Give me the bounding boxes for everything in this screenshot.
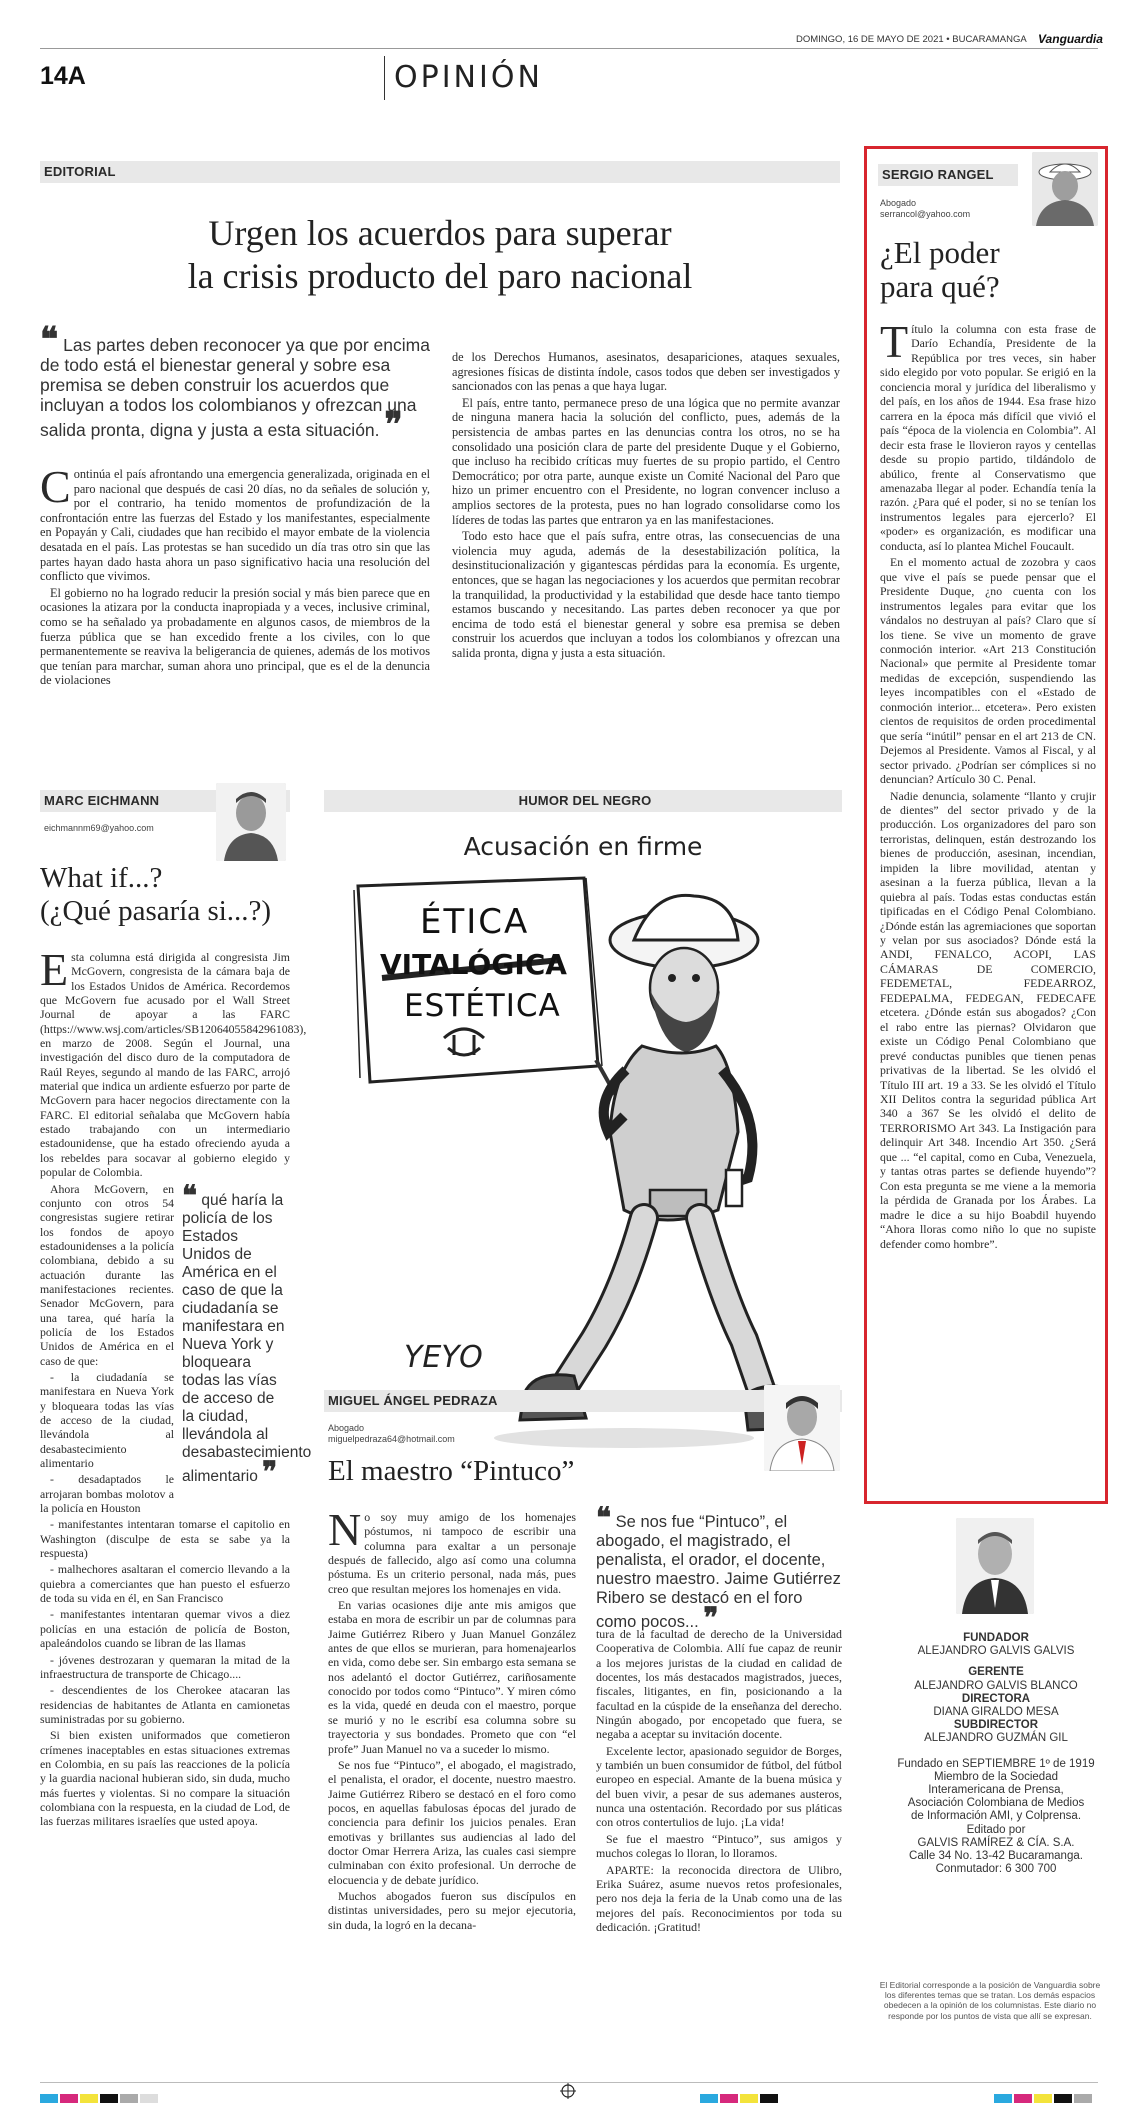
pedraza-paragraph: Excelente lector, apasionado seguidor de Borges, y también un buen consumidor de fútbol, del fútbol europeo en especial. Amante de la buena música y del buen vivir, a pesar de sus ademanes austeros, nunca una ostentación. Recordado por sus pláticas con otros contertulios de lujo. ¡La vida! — [596, 1743, 842, 1830]
open-quote-icon: ❝ — [182, 1178, 198, 1212]
eichmann-title — [40, 862, 300, 928]
registration-mark-icon — [560, 2083, 576, 2099]
editorial-paragraph: de los Derechos Humanos, asesinatos, desapariciones, ataques sexuales, agresiones físicas de distinta índole, casos todos que deben ser investigados y sancionados con las penas a que haya lugar. — [452, 350, 840, 394]
rangel-role: Abogado — [880, 198, 917, 208]
magenta-swatch — [1014, 2094, 1032, 2103]
eichmann-list-item: - la ciudadanía se manifestara en Nueva York y bloqueara todas las vías de acceso de la ciudad, llevándola al desabastecimiento alimentario — [40, 1369, 174, 1471]
black-swatch — [1054, 2094, 1072, 2103]
close-quote-icon: ❞ — [703, 1601, 719, 1634]
editorial-paragraph: Todo esto hace que el país sufra, entre otras, las consecuencias de una violencia muy aguda, además de la desestabilización política, la desinstitucionalización y gigantescas pérdidas para la economía. Es urgente, entonces, que se hagan las negociaciones y los acuerdos que permitan recobrar la tranquilidad, la productividad y la estabilidad que desde hace tanto tiempo estamos buscando y necesitando. Las partes deben reconocer ya que por encima de todo está el bienestar general y sobre esa premisa se deben construir los acuerdos que incluyan a todos los colombianos y ofrezcan una salida pronta, digna y justa a esta situación. — [452, 529, 840, 660]
eichmann-list-item: - manifestantes intentaran quemar vivos a diez policías en una estación de policía de Boston, apaleándolos cuando se libran de las llamas — [40, 1607, 290, 1651]
eichmann-list-item: - jóvenes destrozaran y quemaran la mitad de la infraestructura de transporte de Chicago.... — [40, 1652, 290, 1681]
cyan-swatch — [700, 2094, 718, 2103]
rangel-title-line1: ¿El poder — [880, 235, 1000, 270]
magenta-swatch — [720, 2094, 738, 2103]
pedraza-paragraph: tura de la facultad de derecho de la Universidad Cooperativa de Colombia. Allí fue capaz de reunir a los mejores juristas de la ciudad en calidad de docentes, los más destacados magistrados, jueces, fiscales, litigantes, en fin, posicionando a la facultad en la cúspide de la enseñanza del derecho. Ningún abogado, por encopetado que fuera, se negaba a aceptar su invitación docente. — [596, 1627, 842, 1742]
manager-label: GERENTE — [968, 1666, 1024, 1679]
section-divider — [384, 56, 385, 100]
pedraza-paragraph: APARTE: la reconocida directora de Ulibro, Erika Suárez, asume nuevos retos profesionales, pero nos deja la feria de la Unab como una de las mejores del país. Reconocimientos por toda su dedicación. ¡Gratitud! — [596, 1862, 842, 1934]
editorial-pullquote — [40, 320, 430, 445]
director-name: DIANA GIRALDO MESA — [933, 1706, 1059, 1719]
pedraza-paragraph: Muchos abogados fueron sus discípulos en distintas universidades, pero su mejor ejecutoria, sin duda, la logró en la decana- — [328, 1888, 576, 1932]
rangel-paragraph: ítulo la columna con esta frase de Darío Echandía, Presidente de la República por tres veces, sin haber sido elegido por voto popular. Se erigió en la conciencia moral y jurídica del liberalismo y del país, en los años de 1944. Esa frase hizo carrera en la época más difícil que vivió el país “época de la violencia en Colombia”. Al decir esta frase le llovieron rayos y centellas desde su propio partido, tildándolo de abúlico, frente al Conservatismo que amenazaba llegar al poder. Echandía tenía la razón. ¿Para qué el poder, si no se tenían los instrumentos legales para ejercerlo? El «poder» es organización, es modificar una conducta, así lo plantea Michel Foucault. — [880, 322, 1096, 553]
rangel-tag: SERGIO RANGEL — [882, 167, 994, 182]
humor-title: Acusación en firme — [463, 832, 703, 861]
pedraza-paragraph: Se nos fue “Pintuco”, el abogado, el magistrado, el penalista, el orador, el docente, nuestro maestro. Jaime Gutiérrez Ribero se destacó en el foro como pocos, en aquellas fabulosas épocas del jurado de conciencia para definir los juicios penales. Eran emotivas y brillantes sus audiencias al lado del doctor Omar Herrera Ariza, las cuales casi siempre culminaban con éxito profesional. Un derroche de elocuencia y de debate jurídico. — [328, 1757, 576, 1887]
pedraza-paragraph: o soy muy amigo de los homenajes póstumos, ni tampoco de escribir una columna para exaltar a un personaje después de fallecido, algo así como una columna póstuma. Es un criterio personal, nada más, pues creo que resultan mejores los homenajes en vida. — [328, 1510, 576, 1596]
eichmann-title-line2: (¿Qué pasaría si...?) — [40, 895, 272, 927]
masthead — [880, 1632, 1112, 1876]
eichmann-paragraph: Si bien existen uniformados que cometieron crímenes inaceptables en estas situaciones extremas en Colombia, en su país las reacciones de la policía y la guardia nacional hubieran sido, sin duda, mucho más fuertes y violentas. Si no compare la situación colombiana con la respuesta, en la ciudad de Lod, de las fuerzas militares israelíes que usted apoya. — [40, 1728, 290, 1829]
print-color-bar-center — [700, 2088, 780, 2107]
member-line: Miembro de la Sociedad — [933, 1770, 1058, 1783]
editorial-tag: EDITORIAL — [44, 164, 116, 179]
bottom-rule — [40, 2082, 1098, 2083]
magenta-swatch — [60, 2094, 78, 2103]
eichmann-body — [40, 944, 312, 1831]
eichmann-list-item: - desadaptados le arrojaran bombas molotov a la policía en Houston — [40, 1472, 174, 1516]
cyan-swatch — [994, 2094, 1012, 2103]
editorial-col2 — [452, 350, 840, 662]
section-title: OPINIÓN — [394, 60, 543, 95]
address-line: Calle 34 No. 13-42 Bucaramanga. — [909, 1850, 1083, 1863]
eichmann-paragraph: sta columna está dirigida al congresista Jim McGovern, congresista de la cámara baja de los Estados Unidos de América. Recordemos que McGovern fue acusado por el Wall Street Journal de apoyar a las FARC (https://www.wsj.com/articles/SB12064055842961083), en marzo de 2008. Según el Journal, una investigación del disco duro de la computadora de Raúl Reyes, segundo al mando de las FARC, arrojó material que indica un ardiente esfuerzo por parte de McGovern para hacer negocios directamente con la FARC. El editorial señalaba que McGovern había estado trabajando con un intermediario estadounidense, que ha estado ofreciendo ayuda a los rebeldes para socavar al gobierno elegido y popular de Colombia. — [40, 950, 307, 1180]
phone-line: Conmutador: 6 300 700 — [935, 1863, 1057, 1876]
member-line: de Información AMI, y Colprensa. — [910, 1810, 1082, 1823]
editorial-tag-bar — [40, 161, 840, 183]
rangel-paragraph: En el momento actual de zozobra y caos que vive el país se puede pensar que el Presidente Duque, ¿no cuenta con los instrumentos legales para evitar que los vándalos no destruyan al país? Claro que sí los tiene. Se vive un momento de grave conmoción interior. «Art 213 Constitución Nacional» que permite al Presidente tomar medidas de excepción, suspendiendo las leyes incompatibles con el «Estado de conmoción interior... etcetera». Pero existen cientos de requisitos de orden procedimental que sería “inútil” pensar en el art 213 de CN. Dejemos al Presidente. Vamos al Fiscal, y al sector privado. ¿Podrían ser cómplices si no denuncian? Artículo 30 C. Penal. — [880, 555, 1096, 787]
rangel-email: serrancol@yahoo.com — [880, 209, 971, 219]
rangel-tag-bar — [878, 164, 1018, 186]
sign-line-vitalogica: VITALÓGICA — [380, 948, 567, 981]
yellow-swatch — [80, 2094, 98, 2103]
portrait-icon — [956, 1518, 1034, 1614]
founder-label: FUNDADOR — [963, 1632, 1029, 1644]
date-line: DOMINGO, 16 DE MAYO DE 2021 • BUCARAMANGA — [796, 34, 1027, 45]
eichmann-email: eichmannm69@yahoo.com — [44, 823, 154, 833]
rangel-paragraph: Nadie denuncia, solamente “llanto y crujir de dientes” del sector privado y de la producción. Los organizadores del paro son terroristas, delinquen, están destrozando los bienes de producción, asesinan, incendian, impiden la libre movilidad, atentan y asesinan a la fuerza pública, llevan a la quiebra al país. Todas estas conductas están tipificadas en el Código Penal Colombiano. ¿Dónde están las agremiaciones que soportan y velan por sus asociados? Dónde está la ANDI, FENALCO, ACOPI, LAS CÁMARAS DE COMERCIO, FEDEMETAL, FEDEARROZ, FEDEPALMA, FEDEGAN, FEDECAFE etcetera. ¿Dónde están sus abogados? ¿Con el rabo entre las piernas? Olvidaron que existe un Código Penal Colombiano que prevé conductas punibles que tienen penas privativas de la libertad. Se les olvidó el Título III art. 19 a 33. Se les olvidó el Título XII Delitos contra la seguridad pública Art 340 a 367 Se les olvidó el delito de TERRORISMO Art 343. La Instigación para delinquir Art 348. Incendio Art 350. ¿Será que ... “el capital, como en Cuba, Venezuela, y tantas otras partes se defiende huyendo”? Con esta pregunta se me viene a la memoria la pérdida de Granada por los Árabes. La madre le dice a su hijo Boabdil huyendo “Ahora lloras como niño lo que no supiste defender como hombre”. — [880, 788, 1096, 1251]
rangel-photo — [1032, 152, 1098, 226]
brand-name: Vanguardia — [1038, 32, 1103, 46]
gray-swatch — [140, 2094, 158, 2103]
eichmann-list-item: - descendientes de los Cherokee atacaran las residencias de habitantes de Atlanta en camionetas suministradas por su gobierno. — [40, 1683, 290, 1726]
rangel-title — [880, 236, 1096, 304]
close-quote-icon: ❞ — [262, 1454, 278, 1488]
manager-name: ALEJANDRO GALVIS BLANCO — [914, 1679, 1078, 1692]
subdirector-name: ALEJANDRO GUZMÁN GIL — [924, 1732, 1068, 1745]
pedraza-email: miguelpedraza64@hotmail.com — [328, 1434, 455, 1444]
pedraza-dropcap: N — [328, 1504, 362, 1555]
gray-swatch — [1074, 2094, 1092, 2103]
header-rule — [40, 48, 1098, 49]
humor-tag-bar — [324, 790, 842, 812]
pedraza-role: Abogado — [328, 1423, 365, 1433]
editorial-paragraph: ontinúa el país afrontando una emergencia generalizada, originada en el paro nacional que después de casi 20 días, no da señales de solución y, por el contrario, ha tenido momentos de profundización de la confrontación entre las fuerzas del Estado y los manifestantes, especialmente en Popayán y Cali, ciudades que han recibido el mayor embate de la violencia desatada en el país. Las protestas se han sucedido un día tras otro sin que las partes hayan dado hasta ahora un paso significativo hacia una resolución del conflicto que vivimos. — [40, 467, 430, 584]
pedraza-photo — [764, 1385, 840, 1471]
portrait-icon — [216, 783, 286, 861]
open-quote-icon: ❝ — [40, 320, 59, 360]
print-color-bar-left — [40, 2088, 160, 2107]
cyan-swatch — [40, 2094, 58, 2103]
eichmann-dropcap: E — [40, 944, 69, 995]
eichmann-quote-text: qué haría la policía de los Estados Unidos de América en el caso de que la ciudadanía se manifestara en Nueva York y bloqueara todas las vías de acceso de la ciudad, llevándola al desabastecimiento alimentario — [182, 1191, 312, 1485]
eichmann-list-item: - manifestantes intentaran tomarse el capitolio en Washington (disculpe de esta se sabe ya la respuesta) — [40, 1517, 290, 1561]
portrait-icon — [764, 1385, 840, 1471]
open-quote-icon: ❝ — [596, 1501, 612, 1534]
subdirector-label: SUBDIRECTOR — [953, 1719, 1039, 1732]
print-color-bar-right — [994, 2088, 1094, 2107]
editorial-quote-text: Las partes deben reconocer ya que por encima de todo está el bienestar general y sobre esa premisa se deben construir los acuerdos que incluyan a todos los colombianos y ofrezcan una salida pronta, digna y justa a esta situación. — [40, 335, 430, 440]
edited-line: Editado por — [966, 1823, 1026, 1836]
editorial-col1 — [40, 461, 430, 690]
pedraza-paragraph: Se fue el maestro “Pintuco”, sus amigos y muchos colegas lo lloran, lo lloramos. — [596, 1831, 842, 1861]
rangel-title-line2: para qué? — [880, 269, 1000, 304]
director-label: DIRECTORA — [961, 1692, 1031, 1705]
sign-line-etica: ÉTICA — [420, 902, 530, 942]
editorial-title — [40, 212, 840, 298]
yellow-swatch — [1034, 2094, 1052, 2103]
black-swatch — [100, 2094, 118, 2103]
eichmann-paragraph: Ahora McGovern, en conjunto con otros 54 congresistas sugiere retirar los fondos de apoyo estadounidenses a la policía colombiana, debido a su actuación durante las manifestaciones recientes. Senador McGovern, para una tarea, qué haría la policía de los Estados Unidos de América en el caso de que: — [40, 1181, 174, 1368]
eichmann-tag: MARC EICHMANN — [44, 793, 160, 808]
member-line: Interamericana de Prensa, — [928, 1784, 1064, 1797]
founder-photo — [956, 1518, 1034, 1614]
black-swatch — [760, 2094, 778, 2103]
page-number: 14A — [40, 62, 86, 90]
editorial-title-line1: Urgen los acuerdos para superar — [208, 213, 672, 253]
pedraza-quote-text: Se nos fue “Pintuco”, el abogado, el magistrado, el penalista, el orador, el docente, nuestro maestro. Jaime Gutiérrez Ribero se destacó en el foro como pocos... — [596, 1513, 841, 1631]
editorial-paragraph: El gobierno no ha logrado reducir la presión social y más bien parece que en ocasiones la atizara por la conducta inapropiada y a veces, inclusive criminal, como se ha señalado ya probadamente en algunos casos, de miembros de la fuerza pública que se han excedido frente a los civiles, con lo que permanentemente se reaviva la beligerancia de quienes, además de los motivos que tenían para marchar, suman ahora uno principal, que es el de la denuncia de violaciones — [40, 585, 430, 688]
pedraza-col1 — [328, 1504, 576, 1934]
rangel-body — [880, 316, 1096, 1253]
portrait-icon — [1032, 152, 1098, 226]
eichmann-title-line1: What if...? — [40, 862, 163, 894]
pedraza-col2 — [596, 1627, 842, 1936]
eichmann-list-item: - malhechores asaltaran el comercio llevando a la quiebra a comerciantes que han puesto el esfuerzo de toda su vida en él, en San Francisco — [40, 1562, 290, 1606]
founder-name: ALEJANDRO GALVIS GALVIS — [917, 1645, 1075, 1658]
publisher-line: GALVIS RAMÍREZ & CÍA. S.A. — [917, 1836, 1075, 1849]
pedraza-paragraph: En varias ocasiones dije ante mis amigos que estaba en mora de escribir un par de columnas para Jaime Gutiérrez Ribero y Juan Manuel González antes de que ellos se murieran, para homenajearlos en vida, como debe ser. Sin embargo esta semana se nos adelantó el doctor Gutiérrez, cariñosamente conocido por todos como “Pintuco”. Y miren cómo es la vida, quedé en deuda con el maestro, porque se murió y no le escribí esa columna sobre su trayectoria y sus bondades. Prometo que con “el profe” Juan Manuel no va a suceder lo mismo. — [328, 1598, 576, 1756]
sign-line-estetica: ESTÉTICA — [404, 988, 561, 1024]
eichmann-photo — [216, 783, 286, 861]
yellow-swatch — [740, 2094, 758, 2103]
rangel-dropcap: T — [880, 316, 909, 367]
editorial-title-line2: la crisis producto del paro nacional — [187, 256, 693, 296]
gray-swatch — [120, 2094, 138, 2103]
pedraza-pullquote — [596, 1501, 842, 1634]
eichmann-pullquote — [182, 1178, 312, 1488]
founded-line: Fundado en SEPTIEMBRE 1º de 1919 — [897, 1757, 1095, 1770]
pedraza-tag: MIGUEL ÁNGEL PEDRAZA — [328, 1393, 498, 1408]
editorial-dropcap: C — [40, 461, 71, 512]
member-line: Asociación Colombiana de Medios — [907, 1797, 1085, 1810]
cartoon-signature: YEYO — [404, 1340, 483, 1375]
editorial-paragraph: El país, entre tanto, permanece preso de una lógica que no permite avanzar de ninguna manera hacia la solución del conflicto, pues, además de la persistencia de ambas partes en las denuncias contra los otros, no se ha consolidado una posición clara de parte del presidente Duque y el Gobierno, que incluso ha recibido críticas muy fuertes de su propio partido, el Centro Democrático; por otra parte, aunque existe un Comité Nacional del Paro que hizo un primer encuentro con el Presidente, no logran convencer incluso a amplios sectores de la protesta, pues no han logrado consolidarse como los líderes de todas las partes que entraron ya en las manifestaciones. — [452, 395, 840, 527]
pedraza-title: El maestro “Pintuco” — [328, 1455, 575, 1487]
disclaimer: El Editorial corresponde a la posición de Vanguardia sobre los diferentes temas que se tratan. Los demás espacios obedecen a la opinión de los columnistas. Este diario no responde por los puntos de vista que allí se expresan. — [879, 1980, 1101, 2021]
close-quote-icon: ❞ — [384, 405, 403, 445]
humor-tag: HUMOR DEL NEGRO — [518, 793, 652, 808]
